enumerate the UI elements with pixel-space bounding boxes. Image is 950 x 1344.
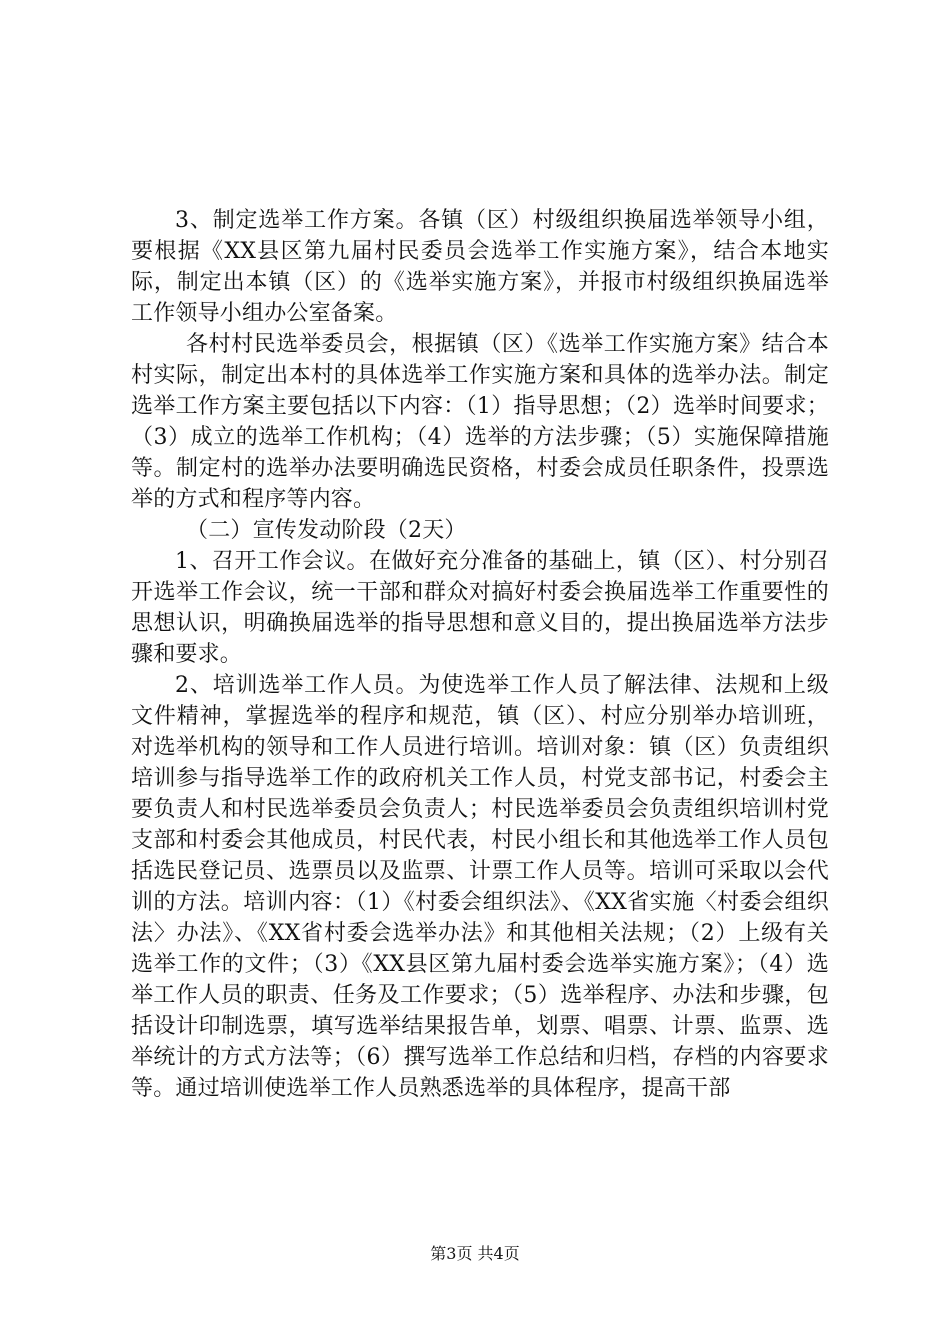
document-body bbox=[131, 205, 829, 1104]
page-footer: 第3页 共4页 bbox=[430, 1244, 520, 1263]
paragraph-village-plan: 各村村民选举委员会，根据镇（区）《选举工作实施方案》结合本村实际，制定出本村的具体选举工作实施方案和具体的选举办法。制定选举工作方案主要包括以下内容：（1）指导思想；（2）选举时间要求；（3）成立的选举工作机构；（4）选举的方法步骤；（5）实施保障措施等。制定村的选举办法要明确选民资格，村委会成员任职条件，投票选举的方式和程序等内容。 bbox=[131, 332, 829, 512]
paragraph-meeting: 1、召开工作会议。在做好充分准备的基础上，镇（区）、村分别召开选举工作会议，统一干部和群众对搞好村委会换届选举工作重要性的思想认识，明确换届选举的指导思想和意义目的，提出换届选举方法步骤和要求。 bbox=[131, 549, 829, 667]
paragraph-training: 2、培训选举工作人员。为使选举工作人员了解法律、法规和上级文件精神，掌握选举的程序和规范，镇（区）、村应分别举办培训班，对选举机构的领导和工作人员进行培训。培训对象：镇（区）负责组织培训参与指导选举工作的政府机关工作人员，村党支部书记，村委会主要负责人和村民选举委员会负责人；村民选举委员会负责组织培训村党支部和村委会其他成员，村民代表，村民小组长和其他选举工作人员包括选民登记员、选票员以及监票、计票工作人员等。培训可采取以会代训的方法。培训内容：（1）《村委会组织法》、《XX省实施〈村委会组织法〉办法》、《XX省村委会选举办法》和其他相关法规；（2）上级有关选举工作的文件；（3）《XX县区第九届村委会选举实施方案》；（4）选举工作人员的职责、任务及工作要求；（5）选举程序、办法和步骤，包括设计印制选票，填写选举结果报告单，划票、唱票、计票、监票、选举统计的方式方法等；（6）撰写选举工作总结和归档，存档的内容要求等。通过培训使选举工作人员熟悉选举的具体程序，提高干部 bbox=[131, 673, 829, 1101]
section-heading-publicity: （二）宣传发动阶段（2天） bbox=[186, 518, 467, 543]
paragraph-plan: 3、制定选举工作方案。各镇（区）村级组织换届选举领导小组，要根据《XX县区第九届村民委员会选举工作实施方案》，结合本地实际，制定出本镇（区）的《选举实施方案》，并报市村级组织换届选举工作领导小组办公室备案。 bbox=[131, 208, 829, 326]
